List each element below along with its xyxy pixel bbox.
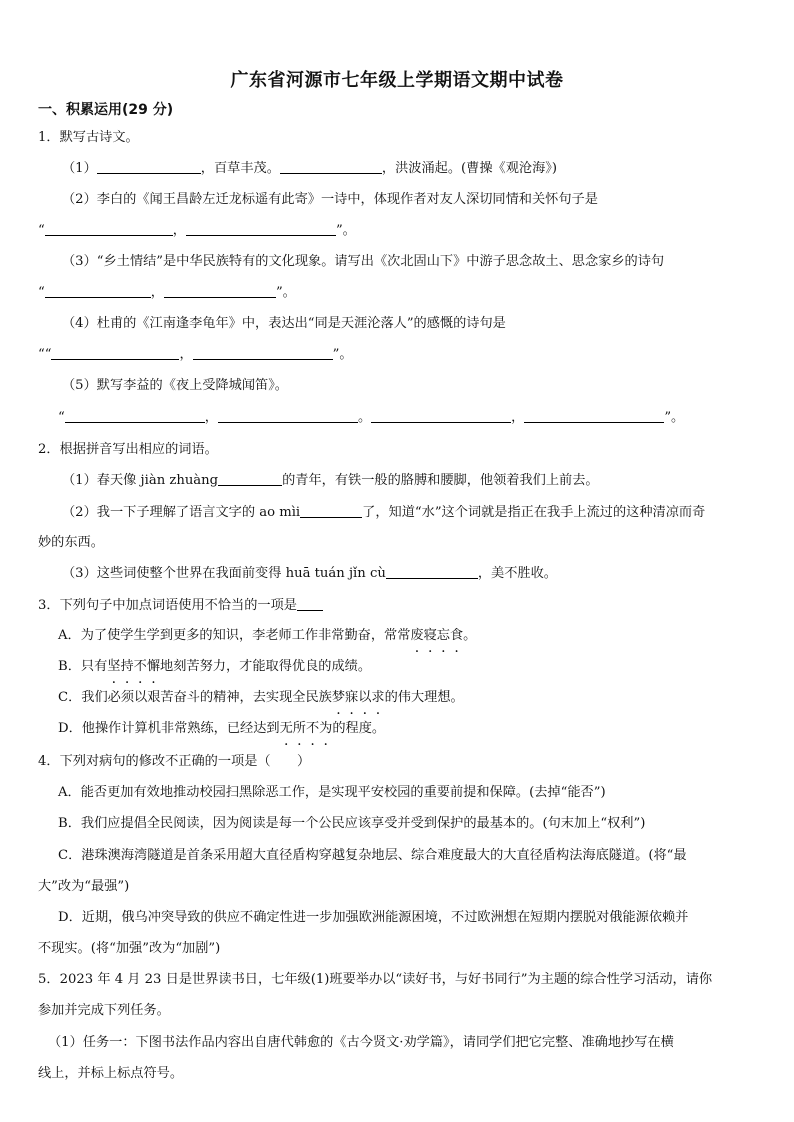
answer-blank[interactable] — [524, 408, 664, 423]
q4-option-c-cont: 大”改为“最强”) — [38, 879, 130, 894]
section-heading: 一、积累运用(29 分) — [38, 102, 174, 118]
q5-stem: 5．2023 年 4 月 23 日是世界读书日，七年级(1)班要举办以“读好书，与好书同行”为主题的综合性学习活动，请你 — [38, 972, 713, 987]
q2-stem: 2．根据拼音写出相应的词语。 — [38, 442, 218, 457]
answer-blank[interactable] — [300, 503, 362, 518]
q1-part2: （2）李白的《闻王昌龄左迁龙标遥有此寄》一诗中，体现作者对友人深切同情和关怀句子是 — [62, 192, 598, 207]
q5-task1: （1）任务一：下图书法作品内容出自唐代韩愈的《古今贤文·劝学篇》，请同学们把它完整、准确地抄写在横 — [48, 1035, 674, 1050]
answer-blank[interactable] — [218, 471, 282, 486]
q3-option-d[interactable]: D．他操作计算机非常熟练，已经达到无所不为的程度。 — [58, 721, 386, 736]
answer-blank[interactable] — [186, 221, 336, 236]
answer-blank[interactable] — [218, 408, 358, 423]
q2-part2-cont: 妙的东西。 — [38, 535, 104, 550]
answer-blank[interactable] — [97, 159, 201, 174]
q1-part5: （5）默写李益的《夜上受降城闻笛》。 — [62, 378, 288, 393]
q1-part4: （4）杜甫的《江南逢李龟年》中，表达出“同是天涯沦落人”的感慨的诗句是 — [62, 316, 506, 331]
q1-part3-answer: “ ， ”。 — [38, 285, 296, 300]
q1-part1: （1） ，百草丰茂。 ，洪波涌起。(曹操《观沧海》) — [62, 161, 558, 176]
answer-blank[interactable] — [193, 345, 333, 360]
answer-blank[interactable] — [280, 159, 382, 174]
exam-title: 广东省河源市七年级上学期语文期中试卷 — [230, 70, 564, 91]
q3-stem: 3．下列句子中加点词语使用不恰当的一项是 — [38, 596, 323, 616]
q1-part2-answer: “ ， ”。 — [38, 223, 356, 238]
q1-part5-answer: “ ， 。 ， ”。 — [58, 410, 685, 425]
answer-blank[interactable] — [51, 345, 179, 360]
answer-blank[interactable] — [164, 283, 276, 298]
q2-part1: （1）春天像 jiàn zhuàng 的青年，有铁一般的胳膊和腰脚，他领着我们上前去。 — [62, 473, 599, 488]
q5-task1-cont: 线上，并标上标点符号。 — [38, 1066, 184, 1081]
q5-stem-cont: 参加并完成下列任务。 — [38, 1003, 170, 1018]
q3-option-a[interactable]: A．为了使学生学到更多的知识，李老师工作非常勤奋，常常废寝忘食。 — [58, 628, 477, 643]
q2-part3: （3）这些词使整个世界在我面前变得 huā tuán jǐn cù ，美不胜收。 — [62, 566, 557, 581]
answer-blank[interactable] — [45, 283, 151, 298]
q1-part4-answer: ““ ， ”。 — [38, 347, 353, 362]
q4-stem: 4．下列对病句的修改不正确的一项是（ ） — [38, 754, 311, 769]
answer-blank[interactable] — [386, 564, 478, 579]
q4-option-d-cont: 不现实。(将“加强”改为“加剧”) — [38, 941, 221, 956]
answer-blank[interactable] — [297, 596, 323, 611]
answer-blank[interactable] — [45, 221, 173, 236]
q1-part3: （3）“乡土情结”是中华民族特有的文化现象。请写出《次北固山下》中游子思念故土、思念家乡的诗句 — [62, 254, 665, 269]
answer-blank[interactable] — [65, 408, 205, 423]
q1-stem: 1．默写古诗文。 — [38, 130, 139, 145]
q4-option-b[interactable]: B．我们应提倡全民阅读，因为阅读是每一个公民应该享受并受到保护的最基本的。(句末加上“权利”) — [58, 816, 646, 831]
answer-blank[interactable] — [371, 408, 511, 423]
q3-option-b[interactable]: B．只有坚持不懈地刻苦努力，才能取得优良的成绩。 — [58, 659, 372, 674]
q3-option-c[interactable]: C．我们必须以艰苦奋斗的精神，去实现全民族梦寐以求的伟大理想。 — [58, 690, 464, 705]
q2-part2: （2）我一下子理解了语言文字的 ao mìi 了，知道“水”这个词就是指正在我手上流过的这种清凉而奇 — [62, 505, 706, 520]
q4-option-a[interactable]: A．能否更加有效地推动校园扫黑除恶工作，是实现平安校园的重要前提和保障。(去掉“能否”) — [58, 785, 606, 800]
q4-option-c[interactable]: C．港珠澳海湾隧道是首条采用超大直径盾构穿越复杂地层、综合难度最大的大直径盾构法海底隧道。(将“最 — [58, 848, 687, 863]
q4-option-d[interactable]: D．近期，俄乌冲突导致的供应不确定性进一步加强欧洲能源困境，不过欧洲想在短期内摆脱对俄能源依赖并 — [58, 910, 689, 925]
